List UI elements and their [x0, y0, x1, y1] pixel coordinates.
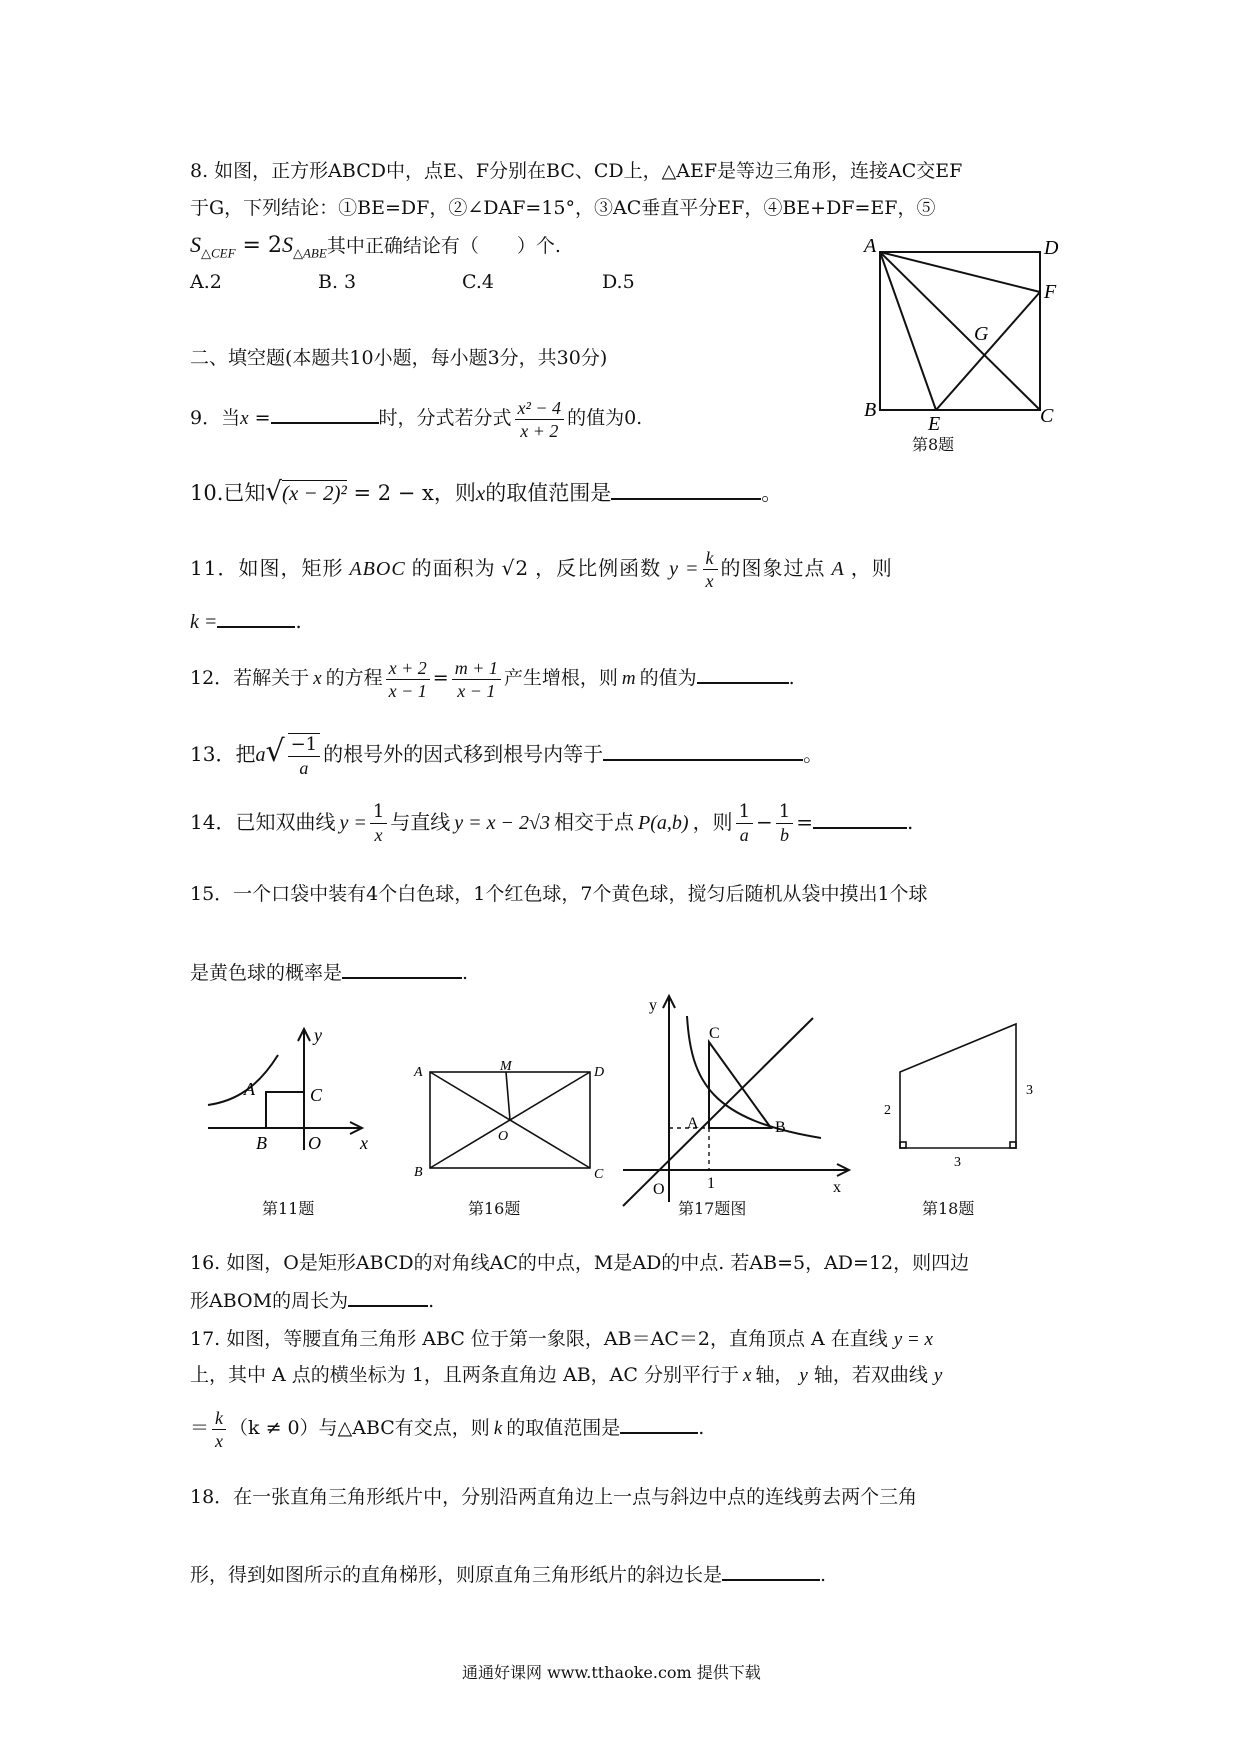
q13-answer-blank[interactable] [603, 741, 803, 761]
fig11-label-c: C [310, 1085, 323, 1105]
fig18-label-left: 2 [884, 1103, 891, 1118]
fig11-label-o: O [308, 1133, 321, 1153]
fig8-label-c: C [1040, 405, 1054, 427]
q8-option-a: A.2 [190, 271, 222, 293]
q12: 12．若解关于 x 的方程 $\frac{x + 2}{x - 1}$ = $\frac{m + 1}{x - 1}$ 产生增根，则 m 的值为 . [190, 657, 795, 701]
figure-16 [410, 1060, 610, 1180]
fig8-label-a: A [864, 235, 877, 257]
fig16-label-a: A [414, 1065, 423, 1080]
q16-answer-blank[interactable] [348, 1287, 428, 1307]
fig8-label-b: B [864, 399, 877, 421]
fig8-caption: 第8题 [912, 435, 955, 454]
fig16-label-d: D [594, 1065, 605, 1080]
fig16-label-o: O [498, 1129, 509, 1144]
q8-option-c: C.4 [462, 271, 494, 293]
q14-answer-blank[interactable] [813, 809, 907, 829]
q16-line1: 16. 如图，O是矩形ABCD的对角线AC的中点，M是AD的中点. 若AB=5，AD=12，则四边 [190, 1252, 970, 1274]
q8-option-b: B. 3 [318, 271, 357, 293]
q11-answer-blank[interactable] [217, 608, 295, 628]
fig17-label-c: C [709, 1025, 720, 1042]
q10-answer-blank[interactable] [611, 480, 761, 500]
fig8-label-e: E [928, 413, 941, 435]
q15-line1: 15．一个口袋中装有4个白色球，1个红色球，7个黄色球，搅匀后随机从袋中摸出1个球 [190, 883, 928, 905]
fig8-label-g: G [974, 323, 989, 345]
q17-line2: 上，其中 A 点的横坐标为 1，且两条直角边 AB，AC 分别平行于 x 轴， y 轴，若双曲线 y [190, 1364, 943, 1386]
q15-answer-blank[interactable] [342, 959, 462, 979]
q10: 10.已知√(x − 2)² = 2 − x，则x的取值范围是 。 [190, 477, 783, 507]
fig16-label-m: M [500, 1060, 512, 1074]
figure-18 [870, 1010, 1050, 1170]
fig11-caption: 第11题 [262, 1199, 315, 1218]
q8-line3: $S_{\triangle CEF} = 2S_{\triangle ABE}$其中正确结论有（ ）个. [190, 232, 561, 261]
fig18-label-right: 3 [1026, 1083, 1033, 1098]
q18-line2: 形，得到如图所示的直角梯形，则原直角三角形纸片的斜边长是 . [190, 1561, 826, 1588]
fig17-label-a: A [687, 1115, 699, 1132]
q8-option-d: D.5 [602, 271, 635, 293]
q17-answer-blank[interactable] [620, 1414, 698, 1434]
q16-line2: 形ABOM的周长为 . [190, 1287, 434, 1314]
q15-line2: 是黄色球的概率是 . [190, 959, 468, 986]
figure-17 [615, 992, 855, 1212]
fig18-caption: 第18题 [922, 1199, 975, 1218]
q11-line2: k = . [190, 609, 302, 633]
fig8-label-f: F [1044, 281, 1057, 303]
fig17-label-x: x [833, 1179, 841, 1196]
fig17-caption: 第17题图 [678, 1199, 747, 1218]
fig11-label-y: y [314, 1025, 322, 1045]
q12-answer-blank[interactable] [697, 664, 789, 684]
fig11-label-b: B [256, 1133, 267, 1153]
q8-line1: 8. 如图，正方形ABCD中，点E、F分别在BC、CD上，△AEF是等边三角形，连接AC交EF [190, 160, 963, 182]
q11: 11．如图，矩形 ABOC 的面积为 √2 ，反比例函数 y = $\frac{k}{x}$ 的图象过点 A ，则 [190, 548, 893, 591]
fig16-label-c: C [594, 1167, 604, 1180]
fig11-label-x: x [360, 1133, 368, 1153]
q17-line3: ＝ $\frac{k}{x}$ （k ≠ 0）与△ABC有交点，则 k 的取值范围是 . [190, 1407, 705, 1451]
q14: 14．已知双曲线 y = $\frac{1}{x}$ 与直线 y = x − 2√3 相交于点 P(a,b) ，则 $\frac{1}{a}$ − $\frac{1}{b}$ = . [190, 801, 914, 845]
section-2-heading: 二、填空题(本题共10小题，每小题3分，共30分) [190, 347, 608, 369]
fig17-label-b: B [775, 1119, 786, 1136]
q9-answer-blank[interactable] [271, 404, 379, 424]
q18-answer-blank[interactable] [722, 1561, 820, 1581]
fig16-caption: 第16题 [468, 1199, 521, 1218]
fig16-label-b: B [414, 1165, 423, 1180]
fig8-label-d: D [1044, 237, 1059, 259]
fig11-label-a: A [244, 1079, 255, 1099]
figure-8 [860, 232, 1060, 452]
fig18-label-bottom: 3 [954, 1155, 961, 1170]
q18-line1: 18．在一张直角三角形纸片中，分别沿两直角边上一点与斜边中点的连线剪去两个三角 [190, 1486, 918, 1508]
page-footer: 通通好课网 www.tthaoke.com 提供下载 [462, 1663, 761, 1682]
q8-line2: 于G，下列结论：①BE=DF，②∠DAF=15°，③AC垂直平分EF，④BE+DF=EF，⑤ [190, 197, 936, 219]
figure-11 [200, 1025, 380, 1155]
q9: 9．当x = 时，分式若分式 $\frac{\text{x² − 4}}{x + 2}$ 的值为0. [190, 397, 643, 441]
fig17-label-one: 1 [707, 1175, 715, 1192]
fig17-label-o: O [653, 1181, 665, 1198]
q13: 13．把a√ $\frac{-1}{a}$ 的根号外的因式移到根号内等于 。 [190, 733, 824, 778]
q17-line1: 17. 如图，等腰直角三角形 ABC 位于第一象限，AB＝AC＝2，直角顶点 A 在直线 y = x [190, 1328, 933, 1350]
fig17-label-y: y [649, 997, 657, 1014]
